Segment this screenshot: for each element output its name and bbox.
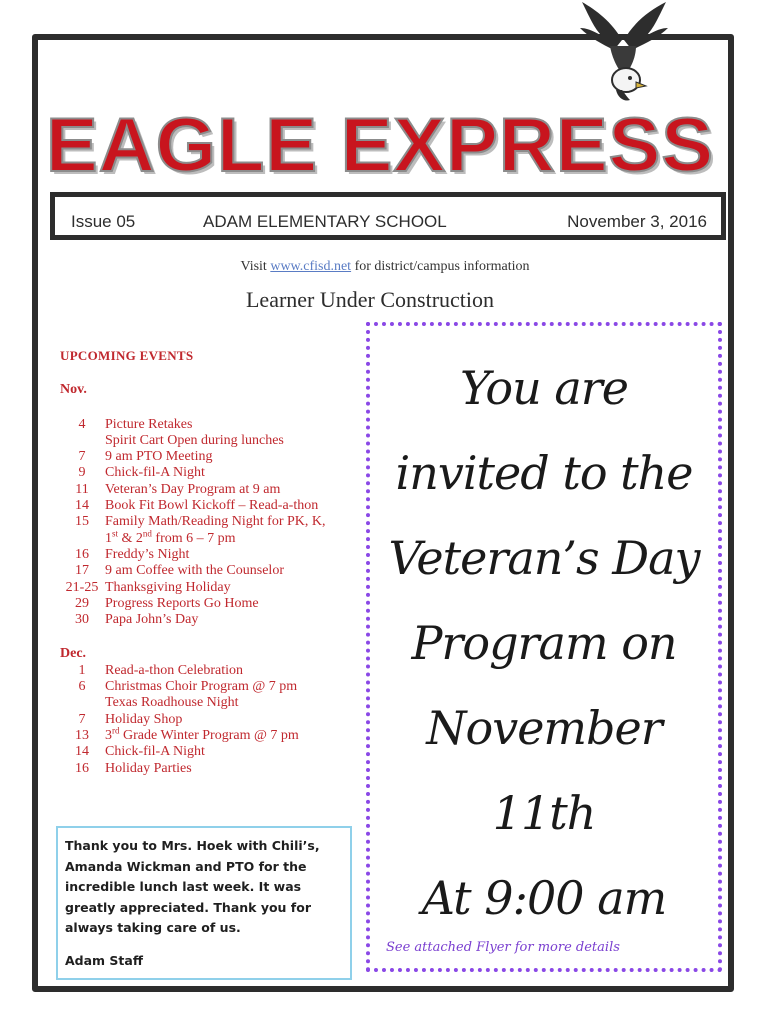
month-label-nov: Nov. [60, 382, 87, 398]
invitation-box [366, 322, 722, 972]
event-text: Picture Retakes [105, 416, 193, 432]
event-row [60, 417, 360, 433]
invitation-line: You are [460, 361, 628, 415]
eagle-mascot-icon [572, 0, 672, 104]
event-day: 13 [75, 727, 89, 743]
event-row [60, 679, 360, 695]
event-day: 17 [75, 563, 89, 579]
event-day: 21-25 [65, 579, 99, 595]
event-row [60, 663, 360, 679]
thank-you-box [56, 826, 352, 980]
invitation-line: invited to the [395, 446, 693, 500]
invitation-text [370, 346, 718, 941]
upcoming-events [60, 348, 360, 777]
event-day: 9 [78, 465, 86, 481]
issue-bar [50, 192, 726, 240]
event-text: Family Math/Reading Night for PK, K, [105, 514, 326, 530]
visit-prefix: Visit [240, 259, 267, 274]
event-text: Freddy’s Night [105, 546, 190, 562]
event-text: Texas Roadhouse Night [105, 695, 239, 711]
event-row [60, 744, 360, 760]
event-row [60, 580, 360, 596]
event-row [60, 528, 360, 547]
event-text: 3rd Grade Winter Program @ 7 pm [105, 725, 299, 743]
event-text: Holiday Shop [105, 711, 183, 727]
event-row [60, 547, 360, 563]
event-day: 16 [75, 760, 89, 776]
event-text: Read-a-thon Celebration [105, 662, 244, 678]
district-link[interactable]: www.cfisd.net [270, 259, 352, 274]
flyer-note: See attached Flyer for more details [386, 940, 620, 955]
invitation-line: Veteran’s Day [388, 531, 700, 585]
masthead-title: EAGLE EXPRESS [46, 103, 715, 188]
issue-number: Issue 05 [71, 212, 136, 231]
event-day: 11 [75, 481, 89, 497]
event-text: Chick-fil-A Night [105, 744, 205, 760]
masthead [46, 104, 726, 188]
event-row [60, 514, 360, 530]
event-day: 1 [78, 662, 86, 678]
event-text: Christmas Choir Program @ 7 pm [105, 679, 298, 695]
event-row [60, 498, 360, 514]
visit-line [0, 259, 770, 275]
events-heading: UPCOMING EVENTS [60, 348, 194, 363]
event-text: Book Fit Bowl Kickoff – Read-a-thon [105, 498, 319, 514]
event-text: 9 am Coffee with the Counselor [105, 563, 284, 579]
event-row [60, 482, 360, 498]
event-text: Holiday Parties [105, 760, 192, 776]
event-row [60, 612, 360, 628]
school-name: ADAM ELEMENTARY SCHOOL [203, 212, 447, 231]
event-row [60, 725, 360, 744]
event-day: 30 [75, 612, 89, 628]
event-day: 4 [78, 416, 86, 432]
event-row [60, 596, 360, 612]
invitation-line: November [426, 701, 662, 755]
issue-date: November 3, 2016 [567, 212, 707, 231]
thank-you-signature: Adam Staff [65, 952, 143, 968]
event-day: 7 [78, 449, 86, 465]
dec-event-list [60, 663, 360, 777]
visit-suffix: for district/campus information [354, 259, 530, 274]
event-day: 29 [75, 595, 89, 611]
event-day: 16 [75, 546, 89, 562]
invitation-line: 11th [492, 786, 596, 840]
event-row [60, 563, 360, 579]
event-text: Chick-fil-A Night [105, 465, 205, 481]
event-row [60, 449, 360, 465]
event-day: 14 [75, 744, 89, 760]
thank-you-message: Thank you to Mrs. Hoek with Chili’s, Amanda Wickman and PTO for the incredible lunch last week. It was greatly appreciated. Thank you for always taking care of us. [65, 838, 320, 935]
month-label-dec: Dec. [60, 646, 87, 662]
event-text: Progress Reports Go Home [105, 595, 259, 611]
event-text: Spirit Cart Open during lunches [105, 432, 284, 448]
event-text: Papa John’s Day [105, 612, 199, 628]
event-row [60, 761, 360, 777]
event-row [60, 433, 360, 449]
event-text: 9 am PTO Meeting [105, 449, 213, 465]
nov-event-list [60, 417, 360, 629]
event-text: Veteran’s Day Program at 9 am [105, 481, 281, 497]
event-day: 7 [78, 711, 86, 727]
event-row [60, 465, 360, 481]
event-day: 15 [75, 514, 89, 530]
event-text: Thanksgiving Holiday [105, 579, 231, 595]
invitation-line: Program on [411, 616, 677, 670]
event-day: 6 [78, 679, 86, 695]
event-row [60, 695, 360, 711]
event-text: 1st & 2nd from 6 – 7 pm [105, 528, 236, 546]
event-day: 14 [75, 498, 89, 514]
event-row [60, 712, 360, 728]
page-headline: Learner Under Construction [245, 287, 495, 312]
invitation-line: At 9:00 am [421, 871, 667, 925]
